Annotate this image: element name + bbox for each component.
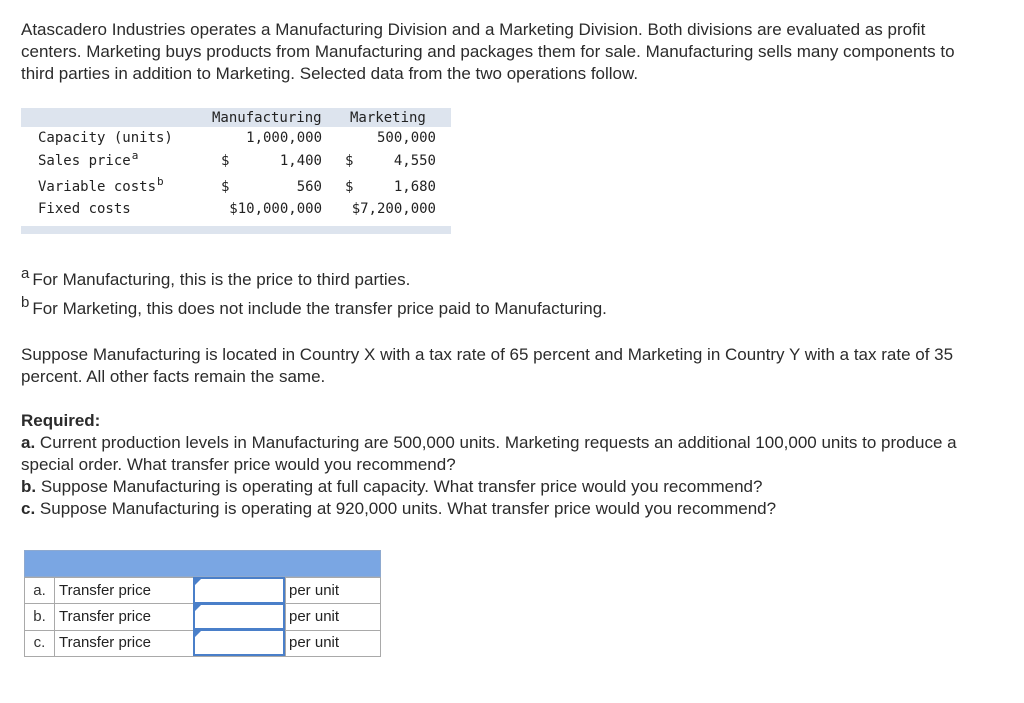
required-heading: Required: xyxy=(21,411,101,430)
table-footer-band xyxy=(21,226,451,234)
footnote-a-text: For Manufacturing, this is the price to third parties. xyxy=(32,270,411,289)
column-header-marketing: Marketing xyxy=(350,110,426,126)
mkt-sales-price-dollar: $ xyxy=(345,153,354,169)
mfg-sales-price-value: 1,400 xyxy=(279,153,322,169)
answer-row-b-unit: per unit xyxy=(285,604,382,630)
transfer-price-input-b[interactable] xyxy=(193,603,285,630)
transfer-price-input-c[interactable] xyxy=(193,629,285,656)
footnote-b xyxy=(21,294,607,321)
mfg-capacity-value: 1,000,000 xyxy=(246,130,322,146)
input-marker-icon xyxy=(195,605,201,611)
required-item-a: a. Current production levels in Manufacturing are 500,000 units. Marketing requests an additional 100,000 units to produce a special order. What transfer price would you recommend? xyxy=(21,433,957,474)
mfg-variable-costs-value: 560 xyxy=(296,179,322,195)
mfg-fixed-costs-value: $10,000,000 xyxy=(229,201,322,217)
input-marker-icon xyxy=(195,579,201,585)
footnote-b-text: For Marketing, this does not include the transfer price paid to Manufacturing. xyxy=(32,299,607,318)
footnote-ref-a: a xyxy=(131,149,139,162)
answer-row-a-label: Transfer price xyxy=(59,582,151,599)
mkt-variable-costs-dollar: $ xyxy=(345,179,354,195)
answer-row-b xyxy=(24,604,381,631)
answer-row-c-label: Transfer price xyxy=(59,634,151,651)
answer-row-a-unit: per unit xyxy=(285,578,382,603)
required-section xyxy=(21,410,981,520)
answer-row-a-letter: a. xyxy=(25,578,55,603)
required-item-c: c. Suppose Manufacturing is operating at 920,000 units. What transfer price would you recommend? xyxy=(21,499,777,518)
row-label-fixed-costs: Fixed costs xyxy=(38,201,131,217)
column-header-manufacturing: Manufacturing xyxy=(212,110,322,126)
row-label-capacity: Capacity (units) xyxy=(38,130,173,146)
transfer-price-input-a[interactable] xyxy=(193,577,285,604)
footnote-a xyxy=(21,265,411,292)
footnote-ref-b: b xyxy=(157,175,164,188)
mfg-variable-costs-dollar: $ xyxy=(221,179,230,195)
footnote-a-mark: a xyxy=(21,265,30,282)
mkt-variable-costs-value: 1,680 xyxy=(393,179,436,195)
answer-row-b-letter: b. xyxy=(25,604,55,630)
row-label-variable-costs: Variable costs$^b$ xyxy=(38,175,164,195)
answer-table-header xyxy=(24,550,381,577)
footnote-b-mark: b xyxy=(21,294,30,311)
mkt-sales-price-value: 4,550 xyxy=(393,153,436,169)
answer-row-b-label: Transfer price xyxy=(59,608,151,625)
division-data-table xyxy=(21,108,451,235)
mkt-fixed-costs-value: $7,200,000 xyxy=(351,201,436,217)
answer-row-c-unit: per unit xyxy=(285,630,382,656)
answer-row-c xyxy=(24,630,381,657)
required-item-b: b. Suppose Manufacturing is operating at full capacity. What transfer price would you recommend? xyxy=(21,477,763,496)
answer-table xyxy=(24,550,381,657)
intro-paragraph: Atascadero Industries operates a Manufacturing Division and a Marketing Division. Both divisions are evaluated as profit centers. Marketing buys products from Manufacturing and packages them for sale. Manufacturing sells many components to third parties in addition to Marketing. Selected data from the two operations follow. xyxy=(21,20,955,83)
input-marker-icon xyxy=(195,631,201,637)
mkt-capacity-value: 500,000 xyxy=(376,130,436,146)
answer-row-a xyxy=(24,577,381,604)
answer-row-c-letter: c. xyxy=(25,630,55,656)
tax-paragraph: Suppose Manufacturing is located in Country X with a tax rate of 65 percent and Marketing in Country Y with a tax rate of 35 percent. All other facts remain the same. xyxy=(21,345,954,386)
row-label-sales-price: Sales price$^a$ xyxy=(38,149,139,169)
mfg-sales-price-dollar: $ xyxy=(221,153,230,169)
